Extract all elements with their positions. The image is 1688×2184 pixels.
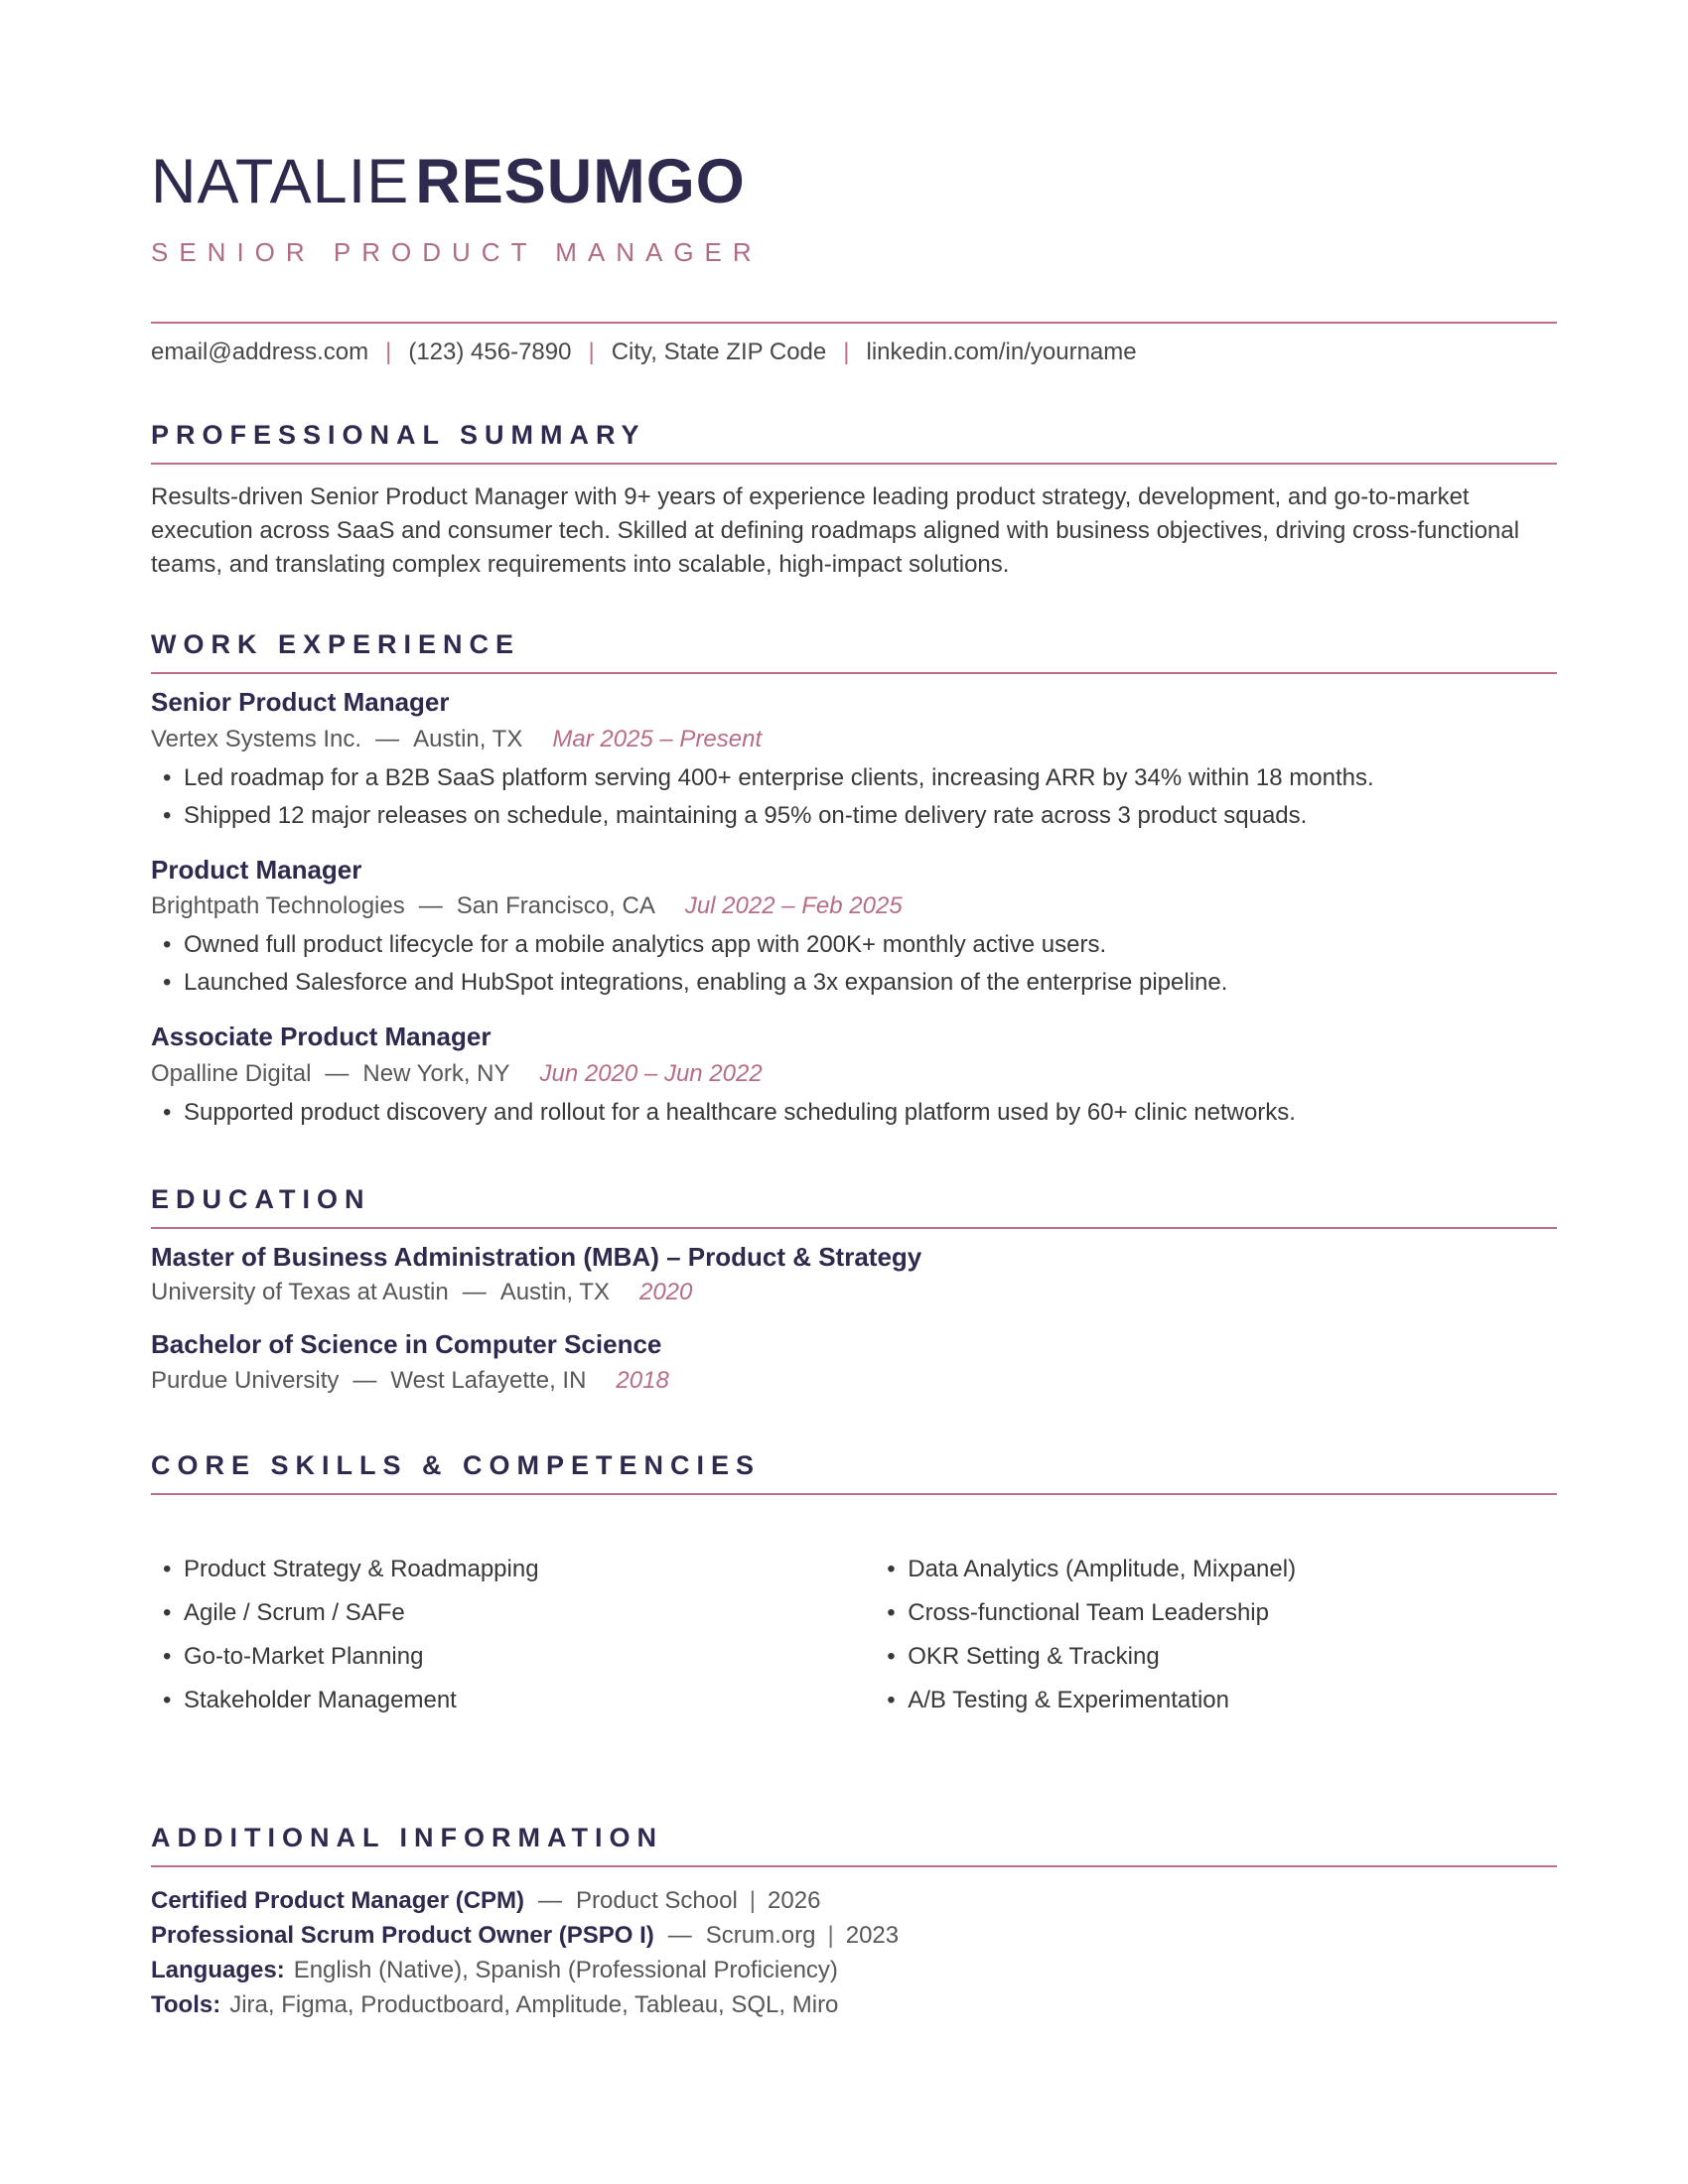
job-meta xyxy=(151,726,1557,753)
job-bullet-list xyxy=(151,1100,1557,1125)
contact-line xyxy=(151,324,1557,366)
certification-org: Product School xyxy=(576,1886,738,1914)
dash-separator: — xyxy=(667,1921,692,1949)
section-divider xyxy=(151,1227,1557,1229)
section-additional-information xyxy=(151,1823,1557,2022)
certification-name: Professional Scrum Product Owner (PSPO I) xyxy=(151,1921,654,1949)
certification-line xyxy=(151,1883,1557,1918)
job-location: San Francisco, CA xyxy=(456,892,655,920)
job-location: Austin, TX xyxy=(413,725,523,752)
degree-year: 2018 xyxy=(616,1366,669,1394)
degree-location: Austin, TX xyxy=(499,1279,610,1306)
tools-line xyxy=(151,1987,1557,2022)
skill-item: • Go-to-Market Planning xyxy=(151,1644,875,1669)
job-meta xyxy=(151,892,1557,920)
section-divider xyxy=(151,1493,1557,1495)
job-company: Brightpath Technologies xyxy=(151,892,405,920)
job-bullet-list xyxy=(151,932,1557,995)
pipe-separator: | xyxy=(749,1886,757,1914)
dash-separator: — xyxy=(325,1059,350,1087)
section-education xyxy=(151,1184,1557,1395)
job-title: Associate Product Manager xyxy=(151,1022,492,1052)
skills-list-right xyxy=(875,1557,1557,1731)
section-heading-summary: PROFESSIONAL SUMMARY xyxy=(151,420,646,450)
section-heading-additional: ADDITIONAL INFORMATION xyxy=(151,1822,663,1852)
section-divider xyxy=(151,1865,1557,1867)
skill-item: • Product Strategy & Roadmapping xyxy=(151,1557,875,1581)
dash-separator: — xyxy=(375,725,400,752)
skills-list-left xyxy=(151,1557,875,1731)
dash-separator: — xyxy=(418,892,443,920)
job-location: New York, NY xyxy=(362,1059,510,1087)
contact-phone: (123) 456-7890 xyxy=(408,339,572,365)
section-heading-education: EDUCATION xyxy=(151,1183,371,1214)
skill-item: • Agile / Scrum / SAFe xyxy=(151,1600,875,1625)
job-bullet: • Led roadmap for a B2B SaaS platform serving 400+ enterprise clients, increasing ARR by 34% within 18 months. xyxy=(151,765,1557,790)
pipe-separator: | xyxy=(827,1921,834,1949)
degree-title: Master of Business Administration (MBA) – Product & Strategy xyxy=(151,1241,922,1272)
tools-label: Tools: xyxy=(151,1990,221,2018)
skills-columns xyxy=(151,1557,1557,1731)
certification-year: 2026 xyxy=(768,1886,821,1914)
languages-line xyxy=(151,1953,1557,1987)
candidate-name xyxy=(151,147,1557,216)
contact-separator: | xyxy=(843,339,850,365)
degree-entry xyxy=(151,1330,1557,1395)
dash-separator: — xyxy=(538,1886,563,1914)
section-core-skills xyxy=(151,1450,1557,1731)
job-entry xyxy=(151,688,1557,828)
job-company: Vertex Systems Inc. xyxy=(151,725,362,752)
job-dates: Jun 2020 – Jun 2022 xyxy=(539,1059,763,1087)
languages-label: Languages: xyxy=(151,1956,285,1983)
job-bullet: • Supported product discovery and rollout for a healthcare scheduling platform used by 60+ clinic networks. xyxy=(151,1100,1557,1125)
job-meta xyxy=(151,1060,1557,1088)
contact-separator: | xyxy=(588,339,595,365)
section-divider xyxy=(151,463,1557,465)
job-bullet: • Owned full product lifecycle for a mobile analytics app with 200K+ monthly active users. xyxy=(151,932,1557,957)
job-dates: Mar 2025 – Present xyxy=(552,725,763,752)
contact-email: email@address.com xyxy=(151,339,369,365)
section-divider xyxy=(151,672,1557,674)
job-entry xyxy=(151,1023,1557,1125)
candidate-job-title: SENIOR PRODUCT MANAGER xyxy=(151,237,763,267)
degree-year: 2020 xyxy=(638,1279,693,1306)
skill-item: • Data Analytics (Amplitude, Mixpanel) xyxy=(875,1557,1557,1581)
section-heading-experience: WORK EXPERIENCE xyxy=(151,629,521,659)
tools-text: Jira, Figma, Productboard, Amplitude, Tableau, SQL, Miro xyxy=(229,1990,839,2018)
job-bullet: • Shipped 12 major releases on schedule, maintaining a 95% on-time delivery rate across 3 product squads. xyxy=(151,803,1557,828)
degree-title: Bachelor of Science in Computer Science xyxy=(151,1329,662,1360)
certification-year: 2023 xyxy=(845,1921,900,1949)
degree-meta xyxy=(151,1279,1557,1306)
section-heading-skills: CORE SKILLS & COMPETENCIES xyxy=(151,1449,762,1480)
degree-school: Purdue University xyxy=(151,1366,340,1394)
job-company: Opalline Digital xyxy=(151,1059,312,1087)
skill-item: • Stakeholder Management xyxy=(151,1688,875,1712)
skill-item: • Cross-functional Team Leadership xyxy=(875,1600,1557,1625)
job-title: Product Manager xyxy=(151,854,362,885)
first-name: NATALIE xyxy=(151,147,410,216)
job-entry xyxy=(151,856,1557,996)
languages-text: English (Native), Spanish (Professional Proficiency) xyxy=(293,1956,838,1983)
additional-lines xyxy=(151,1883,1557,2022)
contact-separator: | xyxy=(385,339,392,365)
degree-location: West Lafayette, IN xyxy=(390,1366,587,1394)
certification-org: Scrum.org xyxy=(705,1921,816,1949)
job-dates: Jul 2022 – Feb 2025 xyxy=(684,892,903,920)
header xyxy=(151,147,1557,268)
skill-item: • A/B Testing & Experimentation xyxy=(875,1688,1557,1712)
section-professional-summary xyxy=(151,420,1557,582)
skill-item: • OKR Setting & Tracking xyxy=(875,1644,1557,1669)
dash-separator: — xyxy=(462,1279,487,1306)
job-bullet: • Launched Salesforce and HubSpot integrations, enabling a 3x expansion of the enterprise pipeline. xyxy=(151,970,1557,995)
contact-linkedin: linkedin.com/in/yourname xyxy=(866,339,1137,365)
dash-separator: — xyxy=(352,1366,377,1394)
last-name: RESUMGO xyxy=(415,147,746,216)
degree-meta xyxy=(151,1367,1557,1395)
degree-entry xyxy=(151,1243,1557,1307)
job-title: Senior Product Manager xyxy=(151,687,450,717)
job-bullet-list xyxy=(151,765,1557,828)
certification-line xyxy=(151,1918,1557,1953)
section-work-experience xyxy=(151,629,1557,1125)
degree-school: University of Texas at Austin xyxy=(151,1279,449,1306)
contact-location: City, State ZIP Code xyxy=(611,339,827,365)
certification-name: Certified Product Manager (CPM) xyxy=(151,1886,525,1914)
summary-text: Results-driven Senior Product Manager with 9+ years of experience leading product strategy, development, and go-to-market execution across SaaS and consumer tech. Skilled at defining roadmaps aligned with business objectives, driving cross-functional teams, and translating complex requirements into scalable, high-impact solutions. xyxy=(151,483,1520,578)
